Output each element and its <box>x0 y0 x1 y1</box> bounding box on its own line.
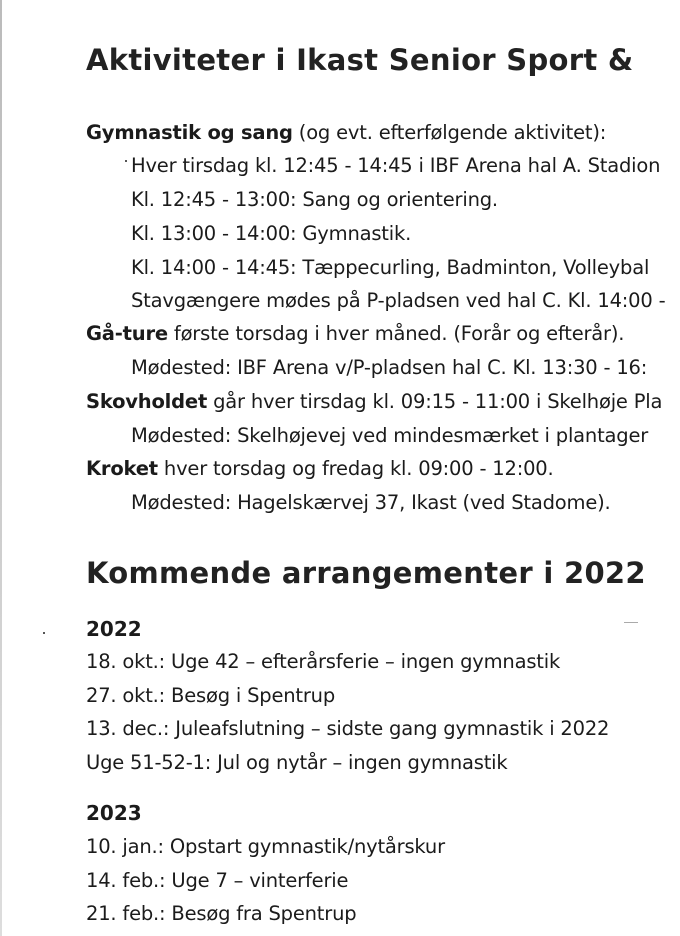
gymnastik-detail-1: Hver tirsdag kl. 12:45 - 14:45 i IBF Arena hal A. Stadion <box>131 154 661 177</box>
event-2023-2: 14. feb.: Uge 7 – vinterferie <box>86 869 349 892</box>
scan-speck <box>43 632 45 634</box>
events-heading: Kommende arrangementer i 2022 <box>86 556 646 590</box>
event-2023-1: 10. jan.: Opstart gymnastik/nytårskur <box>86 835 445 858</box>
scan-left-edge <box>0 0 2 936</box>
gymnastik-detail-3: Kl. 13:00 - 14:00: Gymnastik. <box>131 222 412 245</box>
gaature-rest: første torsdag i hver måned. (Forår og efterår). <box>167 322 625 345</box>
gymnastik-detail-4: Kl. 14:00 - 14:45: Tæppecurling, Badminton, Volleybal <box>131 256 650 279</box>
scan-speck <box>125 160 127 162</box>
event-2023-3: 21. feb.: Besøg fra Spentrup <box>86 902 357 925</box>
activities-heading: Aktiviteter i Ikast Senior Sport & <box>86 43 634 77</box>
skovholdet-line <box>86 389 662 415</box>
gaature-line <box>86 321 624 347</box>
event-2022-1: 18. okt.: Uge 42 – efterårsferie – ingen gymnastik <box>86 650 561 673</box>
event-2022-2: 27. okt.: Besøg i Spentrup <box>86 684 336 707</box>
gymnastik-detail-2: Kl. 12:45 - 13:00: Sang og orientering. <box>131 188 498 211</box>
kroket-rest: hver torsdag og fredag kl. 09:00 - 12:00. <box>157 457 554 480</box>
gymnastik-name: Gymnastik og sang <box>86 121 293 144</box>
gymnastik-detail-5: Stavgængere mødes på P-pladsen ved hal C. Kl. 14:00 - <box>131 289 666 312</box>
events-year-2022: 2022 <box>86 617 142 641</box>
skovholdet-name: Skovholdet <box>86 390 208 413</box>
kroket-detail: Mødested: Hagelskærvej 37, Ikast (ved Stadome). <box>131 491 611 514</box>
kroket-line <box>86 456 553 482</box>
skovholdet-detail: Mødested: Skelhøjevej ved mindesmærket i plantager <box>131 424 649 447</box>
skovholdet-rest: går hver tirsdag kl. 09:15 - 11:00 i Skelhøje Pla <box>207 390 663 413</box>
event-2022-4: Uge 51-52-1: Jul og nytår – ingen gymnastik <box>86 751 508 774</box>
gaature-name: Gå-ture <box>86 322 168 345</box>
events-year-2023: 2023 <box>86 801 142 825</box>
gymnastik-rest: (og evt. efterfølgende aktivitet): <box>292 121 607 144</box>
gaature-detail: Mødested: IBF Arena v/P-pladsen hal C. Kl. 13:30 - 16: <box>131 356 648 379</box>
gymnastik-line <box>86 120 606 146</box>
kroket-name: Kroket <box>86 457 158 480</box>
event-2022-3: 13. dec.: Juleafslutning – sidste gang gymnastik i 2022 <box>86 717 610 740</box>
scan-speck <box>624 622 638 623</box>
